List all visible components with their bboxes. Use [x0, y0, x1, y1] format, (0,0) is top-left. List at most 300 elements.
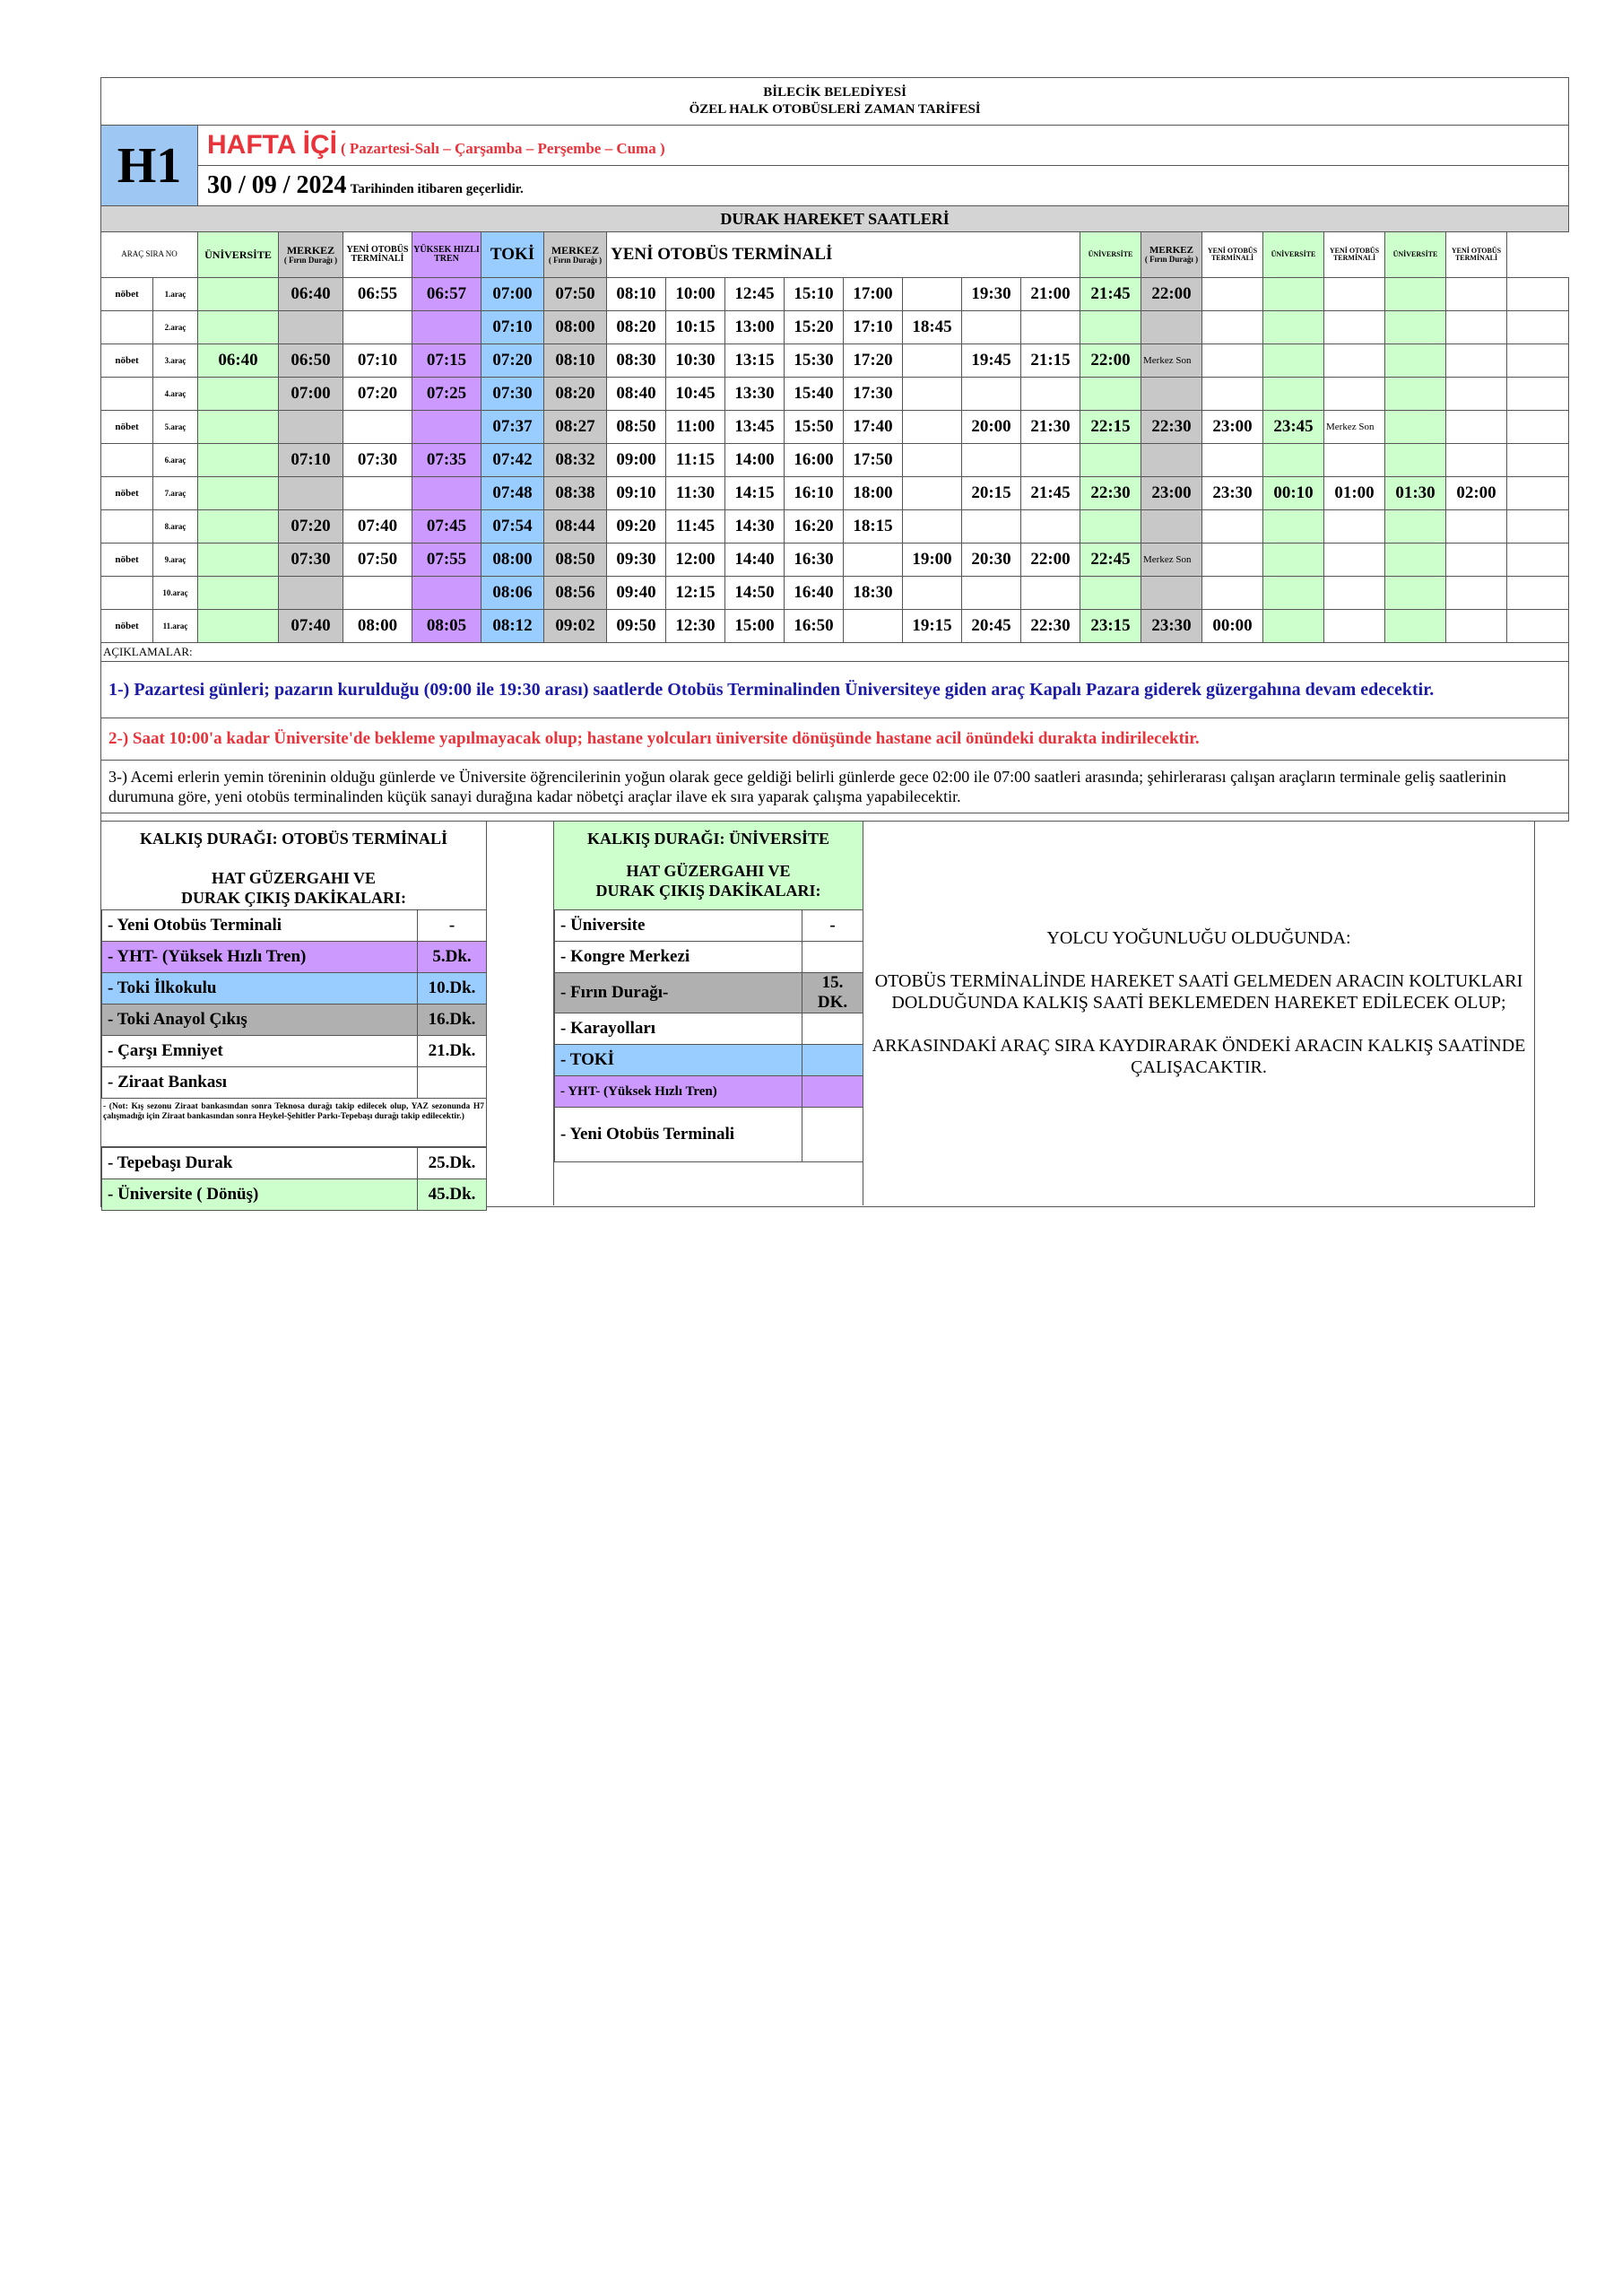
route-left-footnote: - (Not: Kış sezonu Ziraat bankasından sonra Teknosa durağı takip edilecek olup, YAZ sezonunda H7 çalışmadığı için Ziraat bankasından sonra Heykel-Şehitler Parkı-Tepebaşı durağı takip edilecektir.): [101, 1099, 486, 1147]
time-cell: [1446, 311, 1507, 344]
route-section: [100, 822, 1535, 1207]
time-cell: [1202, 344, 1263, 378]
time-cell: 08:44: [544, 510, 607, 544]
stop-minute: [802, 1076, 863, 1108]
time-cell: 13:15: [725, 344, 785, 378]
col-merkez: [279, 232, 343, 278]
time-cell: 17:20: [844, 344, 903, 378]
table-row: [101, 610, 1569, 643]
time-cell: 07:50: [343, 544, 412, 577]
time-cell: [962, 577, 1021, 610]
time-cell: [198, 311, 279, 344]
time-cell: 18:30: [844, 577, 903, 610]
schedule-type: HAFTA İÇİ: [207, 130, 337, 160]
org-name: BİLECİK BELEDİYESİ: [763, 85, 906, 100]
stop-row: [555, 1108, 863, 1162]
nobet-cell: [101, 510, 153, 544]
stop-name: - Yeni Otobüs Terminali: [102, 910, 418, 942]
title-cell: [101, 78, 1569, 126]
route-left-stops: [101, 909, 487, 1099]
time-cell: [412, 477, 481, 510]
col-universite: ÜNİVERSİTE: [198, 232, 279, 278]
route-right-stops: [554, 909, 863, 1162]
stop-minute: 15. DK.: [802, 973, 863, 1013]
time-cell: 07:15: [412, 344, 481, 378]
time-cell: 00:10: [1263, 477, 1324, 510]
stop-minute: -: [418, 910, 487, 942]
stop-name: - Yeni Otobüs Terminali: [555, 1108, 802, 1162]
time-cell: [1324, 278, 1385, 311]
time-cell: 14:40: [725, 544, 785, 577]
time-cell: 09:10: [607, 477, 666, 510]
stop-name: - Ziraat Bankası: [102, 1067, 418, 1099]
time-cell: [198, 477, 279, 510]
time-cell: [1202, 577, 1263, 610]
col-uni-small-2: ÜNİVERSİTE: [1263, 232, 1324, 278]
passenger-note-top-spacer: [863, 822, 1534, 927]
stop-minute: 21.Dk.: [418, 1036, 487, 1067]
time-cell: 23:30: [1202, 477, 1263, 510]
stop-row: [555, 1076, 863, 1108]
arac-cell: 9.araç: [153, 544, 198, 577]
time-cell: 07:37: [481, 411, 544, 444]
time-cell: [1385, 444, 1446, 477]
time-cell: 07:48: [481, 477, 544, 510]
time-cell: [1263, 577, 1324, 610]
time-cell: [1263, 510, 1324, 544]
time-cell: 16:00: [785, 444, 844, 477]
time-cell: 16:20: [785, 510, 844, 544]
time-cell: [1080, 444, 1141, 477]
col-merkez-2: [544, 232, 607, 278]
time-cell: 22:00: [1080, 344, 1141, 378]
time-cell: [1507, 378, 1569, 411]
time-cell: [1324, 311, 1385, 344]
time-cell: 08:00: [481, 544, 544, 577]
time-cell: 07:00: [279, 378, 343, 411]
stop-minute: 16.Dk.: [418, 1004, 487, 1036]
route-left-sub1: HAT GÜZERGAHI VE: [211, 869, 377, 887]
time-cell: [1507, 411, 1569, 444]
time-cell: 22:00: [1021, 544, 1080, 577]
time-cell: [1507, 444, 1569, 477]
time-cell: [1507, 544, 1569, 577]
col-merkez3-sub: ( Fırın Durağı ): [1144, 255, 1199, 265]
time-cell: 19:15: [903, 610, 962, 643]
time-cell: 08:20: [544, 378, 607, 411]
time-cell: 06:40: [279, 278, 343, 311]
time-cell: [1507, 311, 1569, 344]
time-cell: 10:30: [666, 344, 725, 378]
time-cell: [1324, 577, 1385, 610]
time-cell: [1446, 544, 1507, 577]
time-cell: [962, 378, 1021, 411]
time-cell: 07:20: [343, 378, 412, 411]
arac-cell: 5.araç: [153, 411, 198, 444]
table-row: [101, 311, 1569, 344]
time-cell: 18:15: [844, 510, 903, 544]
col-yeni-otobus: YENİ OTOBÜS TERMİNALİ: [343, 232, 412, 278]
time-cell: [1385, 411, 1446, 444]
time-cell: 15:30: [785, 344, 844, 378]
valid-date: 30 / 09 / 2024: [207, 171, 347, 199]
time-cell: 08:06: [481, 577, 544, 610]
nobet-cell: nöbet: [101, 544, 153, 577]
time-cell: 11:30: [666, 477, 725, 510]
time-cell: 21:45: [1021, 477, 1080, 510]
stop-name: - YHT- (Yüksek Hızlı Tren): [102, 942, 418, 973]
time-cell: 12:45: [725, 278, 785, 311]
time-cell: 17:10: [844, 311, 903, 344]
time-cell: [198, 378, 279, 411]
time-cell: 18:45: [903, 311, 962, 344]
nobet-cell: [101, 577, 153, 610]
time-cell: 14:15: [725, 477, 785, 510]
time-cell: [1446, 577, 1507, 610]
time-cell: [1021, 378, 1080, 411]
col-merkez-3: [1141, 232, 1202, 278]
time-cell: [1507, 577, 1569, 610]
time-cell: 16:30: [785, 544, 844, 577]
time-cell: [1202, 444, 1263, 477]
stop-minute: [802, 1045, 863, 1076]
route-left-subtitle: [101, 859, 486, 909]
time-cell: 11:45: [666, 510, 725, 544]
column-header-row: [101, 232, 1569, 278]
time-cell: [903, 577, 962, 610]
time-cell: [198, 577, 279, 610]
time-cell: [412, 311, 481, 344]
table-row: [101, 344, 1569, 378]
time-cell: [1446, 610, 1507, 643]
time-cell: [1202, 378, 1263, 411]
stop-minute: [802, 942, 863, 973]
time-cell: [903, 278, 962, 311]
time-cell: [1263, 311, 1324, 344]
time-cell: [412, 411, 481, 444]
stop-row: [102, 973, 487, 1004]
time-cell: [1446, 378, 1507, 411]
time-cell: 22:45: [1080, 544, 1141, 577]
time-cell: 08:20: [607, 311, 666, 344]
note-2: 2-) Saat 10:00'a kadar Üniversite'de bekleme yapılmayacak olup; hastane yolcuları üniversite dönüşünde hastane acil önündeki durakta indirilecektir.: [101, 718, 1569, 761]
time-cell: 07:50: [544, 278, 607, 311]
route-left-sub2: DURAK ÇIKIŞ DAKİKALARI:: [180, 889, 407, 907]
time-cell: 07:10: [279, 444, 343, 477]
nobet-cell: [101, 444, 153, 477]
time-cell: 08:38: [544, 477, 607, 510]
time-cell: 17:40: [844, 411, 903, 444]
time-cell: 00:00: [1202, 610, 1263, 643]
time-cell: [1446, 444, 1507, 477]
time-cell: Merkez Son: [1141, 344, 1202, 378]
nobet-cell: nöbet: [101, 344, 153, 378]
notes-title: AÇIKLAMALAR:: [101, 643, 1569, 662]
time-cell: 13:45: [725, 411, 785, 444]
time-cell: [1446, 344, 1507, 378]
time-cell: 20:00: [962, 411, 1021, 444]
time-cell: 10:00: [666, 278, 725, 311]
stop-row: [102, 1179, 487, 1211]
time-cell: [343, 577, 412, 610]
col-toki: TOKİ: [481, 232, 544, 278]
time-cell: 12:00: [666, 544, 725, 577]
stop-name: - Kongre Merkezi: [555, 942, 802, 973]
col-arac-sira: ARAÇ SIRA NO: [101, 232, 198, 278]
time-cell: [1263, 278, 1324, 311]
time-cell: [1021, 577, 1080, 610]
time-cell: 06:55: [343, 278, 412, 311]
time-cell: 15:40: [785, 378, 844, 411]
time-cell: 08:50: [544, 544, 607, 577]
time-cell: 23:15: [1080, 610, 1141, 643]
time-cell: [1385, 510, 1446, 544]
time-cell: 15:10: [785, 278, 844, 311]
time-cell: [1263, 444, 1324, 477]
time-cell: [962, 510, 1021, 544]
timetable-sheet: [100, 77, 1535, 1207]
stop-minute: 45.Dk.: [418, 1179, 487, 1211]
time-cell: 07:42: [481, 444, 544, 477]
time-cell: [903, 444, 962, 477]
route-right-sub1: HAT GÜZERGAHI VE: [626, 862, 791, 880]
arac-cell: 7.araç: [153, 477, 198, 510]
time-cell: 17:00: [844, 278, 903, 311]
time-cell: 14:30: [725, 510, 785, 544]
time-cell: [1021, 444, 1080, 477]
time-cell: 22:30: [1141, 411, 1202, 444]
col-merkez2-sub: ( Fırın Durağı ): [548, 255, 603, 265]
time-cell: [1263, 344, 1324, 378]
passenger-note-2: OTOBÜS TERMİNALİNDE HAREKET SAATİ GELMEDEN ARACIN KOLTUKLARI DOLDUĞUNDA KALKIŞ SAATİ BEKLEMEDEN HAREKET EDİLECEK OLUP;: [874, 971, 1523, 1013]
stop-minute: [802, 1108, 863, 1162]
time-cell: 12:30: [666, 610, 725, 643]
time-cell: 07:54: [481, 510, 544, 544]
time-cell: 13:00: [725, 311, 785, 344]
time-cell: [198, 610, 279, 643]
time-cell: 15:00: [725, 610, 785, 643]
time-cell: [1385, 610, 1446, 643]
time-cell: [279, 577, 343, 610]
time-cell: [903, 344, 962, 378]
time-cell: [1385, 544, 1446, 577]
time-cell: 19:00: [903, 544, 962, 577]
time-cell: 15:50: [785, 411, 844, 444]
time-cell: 09:30: [607, 544, 666, 577]
time-cell: [1141, 510, 1202, 544]
time-cell: 20:45: [962, 610, 1021, 643]
time-cell: 08:12: [481, 610, 544, 643]
nobet-cell: nöbet: [101, 477, 153, 510]
time-cell: 09:20: [607, 510, 666, 544]
stop-minute: 25.Dk.: [418, 1148, 487, 1179]
time-cell: 08:27: [544, 411, 607, 444]
time-cell: 07:10: [481, 311, 544, 344]
stop-name: - Üniversite ( Dönüş): [102, 1179, 418, 1211]
time-cell: [198, 544, 279, 577]
time-cell: 17:30: [844, 378, 903, 411]
stop-row: [102, 1036, 487, 1067]
col-uni-small-3: ÜNİVERSİTE: [1385, 232, 1446, 278]
time-cell: [844, 610, 903, 643]
time-cell: 10:45: [666, 378, 725, 411]
time-cell: [1202, 278, 1263, 311]
valid-suffix: Tarihinden itibaren geçerlidir.: [350, 182, 524, 196]
col-yht: YÜKSEK HIZLI TREN: [412, 232, 481, 278]
time-cell: 12:15: [666, 577, 725, 610]
time-cell: 06:50: [279, 344, 343, 378]
time-cell: 17:50: [844, 444, 903, 477]
timetable: [100, 77, 1569, 822]
nobet-cell: nöbet: [101, 610, 153, 643]
time-cell: [1202, 311, 1263, 344]
stop-row: [102, 910, 487, 942]
time-cell: [903, 477, 962, 510]
time-cell: [1324, 444, 1385, 477]
time-cell: 08:00: [544, 311, 607, 344]
time-cell: [1080, 577, 1141, 610]
route-left-stops-2: [101, 1147, 487, 1211]
stop-minute: 5.Dk.: [418, 942, 487, 973]
time-cell: [1507, 510, 1569, 544]
table-row: [101, 378, 1569, 411]
passenger-note-3: ARKASINDAKİ ARAÇ SIRA KAYDIRARAK ÖNDEKİ ARACIN KALKIŞ SAATİNDE ÇALIŞACAKTIR.: [872, 1036, 1526, 1077]
time-cell: 07:40: [279, 610, 343, 643]
time-cell: [412, 577, 481, 610]
col-yeni-otobus-wide: YENİ OTOBÜS TERMİNALİ: [607, 232, 1080, 278]
schedule-days: ( Pazartesi-Salı – Çarşamba – Perşembe – Cuma ): [340, 140, 665, 157]
time-cell: 14:00: [725, 444, 785, 477]
col-merkez-label: MERKEZ: [286, 243, 335, 257]
nobet-cell: [101, 378, 153, 411]
route-left-title: KALKIŞ DURAĞI: OTOBÜS TERMİNALİ: [140, 830, 447, 848]
col-yeni-otobus-3: YENİ OTOBÜS TERMİNALİ: [1324, 232, 1385, 278]
time-cell: 07:35: [412, 444, 481, 477]
timetable-body: [101, 278, 1569, 643]
spacer-row: [101, 813, 1569, 822]
time-cell: 22:30: [1021, 610, 1080, 643]
nobet-cell: nöbet: [101, 278, 153, 311]
stop-name: - YHT- (Yüksek Hızlı Tren): [555, 1076, 802, 1108]
time-cell: [903, 510, 962, 544]
stop-minute: -: [802, 910, 863, 942]
time-cell: [1021, 311, 1080, 344]
stop-row: [102, 1004, 487, 1036]
time-cell: 09:02: [544, 610, 607, 643]
time-cell: 16:10: [785, 477, 844, 510]
table-row: [101, 444, 1569, 477]
stop-name: - Üniversite: [555, 910, 802, 942]
time-cell: [1141, 444, 1202, 477]
time-cell: [279, 411, 343, 444]
nobet-cell: [101, 311, 153, 344]
time-cell: 18:00: [844, 477, 903, 510]
time-cell: 09:40: [607, 577, 666, 610]
col-merkez-sub: ( Fırın Durağı ): [283, 255, 338, 265]
col-uni-small: ÜNİVERSİTE: [1080, 232, 1141, 278]
time-cell: 10:15: [666, 311, 725, 344]
time-cell: 01:30: [1385, 477, 1446, 510]
time-cell: [1385, 278, 1446, 311]
time-cell: 08:50: [607, 411, 666, 444]
time-cell: 07:00: [481, 278, 544, 311]
time-cell: 09:00: [607, 444, 666, 477]
time-cell: [1202, 510, 1263, 544]
time-cell: [198, 411, 279, 444]
time-cell: [1141, 378, 1202, 411]
time-cell: 07:25: [412, 378, 481, 411]
stop-row: [102, 942, 487, 973]
valid-date-cell: [198, 166, 1569, 206]
arac-cell: 4.araç: [153, 378, 198, 411]
time-cell: [1141, 577, 1202, 610]
time-cell: 16:50: [785, 610, 844, 643]
time-cell: [1507, 278, 1569, 311]
note-3: 3-) Acemi erlerin yemin töreninin olduğu günlerde ve Üniversite öğrencilerinin yoğun olarak gece geldiği belirli günlerde gece 02:00 ile 07:00 saatleri arasında; şehirlerarası çalışan araçların terminale geliş saatlerinin durumuna göre, yeni otobüs terminalinden küçük sanayi durağına kadar nöbetçi araçlar ilave ek sıra yaparak çalışma yapabilecektir.: [101, 761, 1569, 813]
time-cell: [1507, 477, 1569, 510]
stop-name: - Karayolları: [555, 1013, 802, 1045]
time-cell: [198, 278, 279, 311]
route-right-sub2: DURAK ÇIKIŞ DAKİKALARI:: [595, 882, 821, 900]
passenger-note: [863, 822, 1534, 1205]
time-cell: [962, 444, 1021, 477]
time-cell: 20:15: [962, 477, 1021, 510]
stop-minute: [802, 1013, 863, 1045]
time-cell: [1080, 378, 1141, 411]
time-cell: Merkez Son: [1141, 544, 1202, 577]
stop-row: [555, 942, 863, 973]
time-cell: 06:40: [198, 344, 279, 378]
route-left: [101, 822, 487, 1205]
stop-name: - TOKİ: [555, 1045, 802, 1076]
time-cell: [1324, 610, 1385, 643]
table-row: [101, 510, 1569, 544]
time-cell: [1080, 311, 1141, 344]
route-right: [554, 822, 863, 1205]
stop-name: - Toki İlkokulu: [102, 973, 418, 1004]
time-cell: [903, 411, 962, 444]
schedule-subtitle: ÖZEL HALK OTOBÜSLERİ ZAMAN TARİFESİ: [689, 102, 981, 117]
stop-name: - Toki Anayol Çıkış: [102, 1004, 418, 1036]
time-cell: [844, 544, 903, 577]
time-cell: [1324, 510, 1385, 544]
route-gap: [487, 822, 554, 1205]
time-cell: 06:57: [412, 278, 481, 311]
stop-row: [555, 973, 863, 1013]
time-cell: [1385, 311, 1446, 344]
time-cell: 07:20: [481, 344, 544, 378]
time-cell: 11:15: [666, 444, 725, 477]
table-row: [101, 477, 1569, 510]
time-cell: [962, 311, 1021, 344]
time-cell: 08:30: [607, 344, 666, 378]
time-cell: [343, 411, 412, 444]
col-yeni-otobus-2: YENİ OTOBÜS TERMİNALİ: [1202, 232, 1263, 278]
time-cell: 09:50: [607, 610, 666, 643]
stop-row: [555, 1013, 863, 1045]
time-cell: 07:55: [412, 544, 481, 577]
stop-row: [102, 1067, 487, 1099]
time-cell: [1263, 610, 1324, 643]
time-cell: [279, 311, 343, 344]
time-cell: [1021, 510, 1080, 544]
time-cell: [1080, 510, 1141, 544]
time-cell: 20:30: [962, 544, 1021, 577]
time-cell: 23:00: [1141, 477, 1202, 510]
line-code: H1: [101, 126, 198, 206]
time-cell: 23:30: [1141, 610, 1202, 643]
time-cell: 16:40: [785, 577, 844, 610]
